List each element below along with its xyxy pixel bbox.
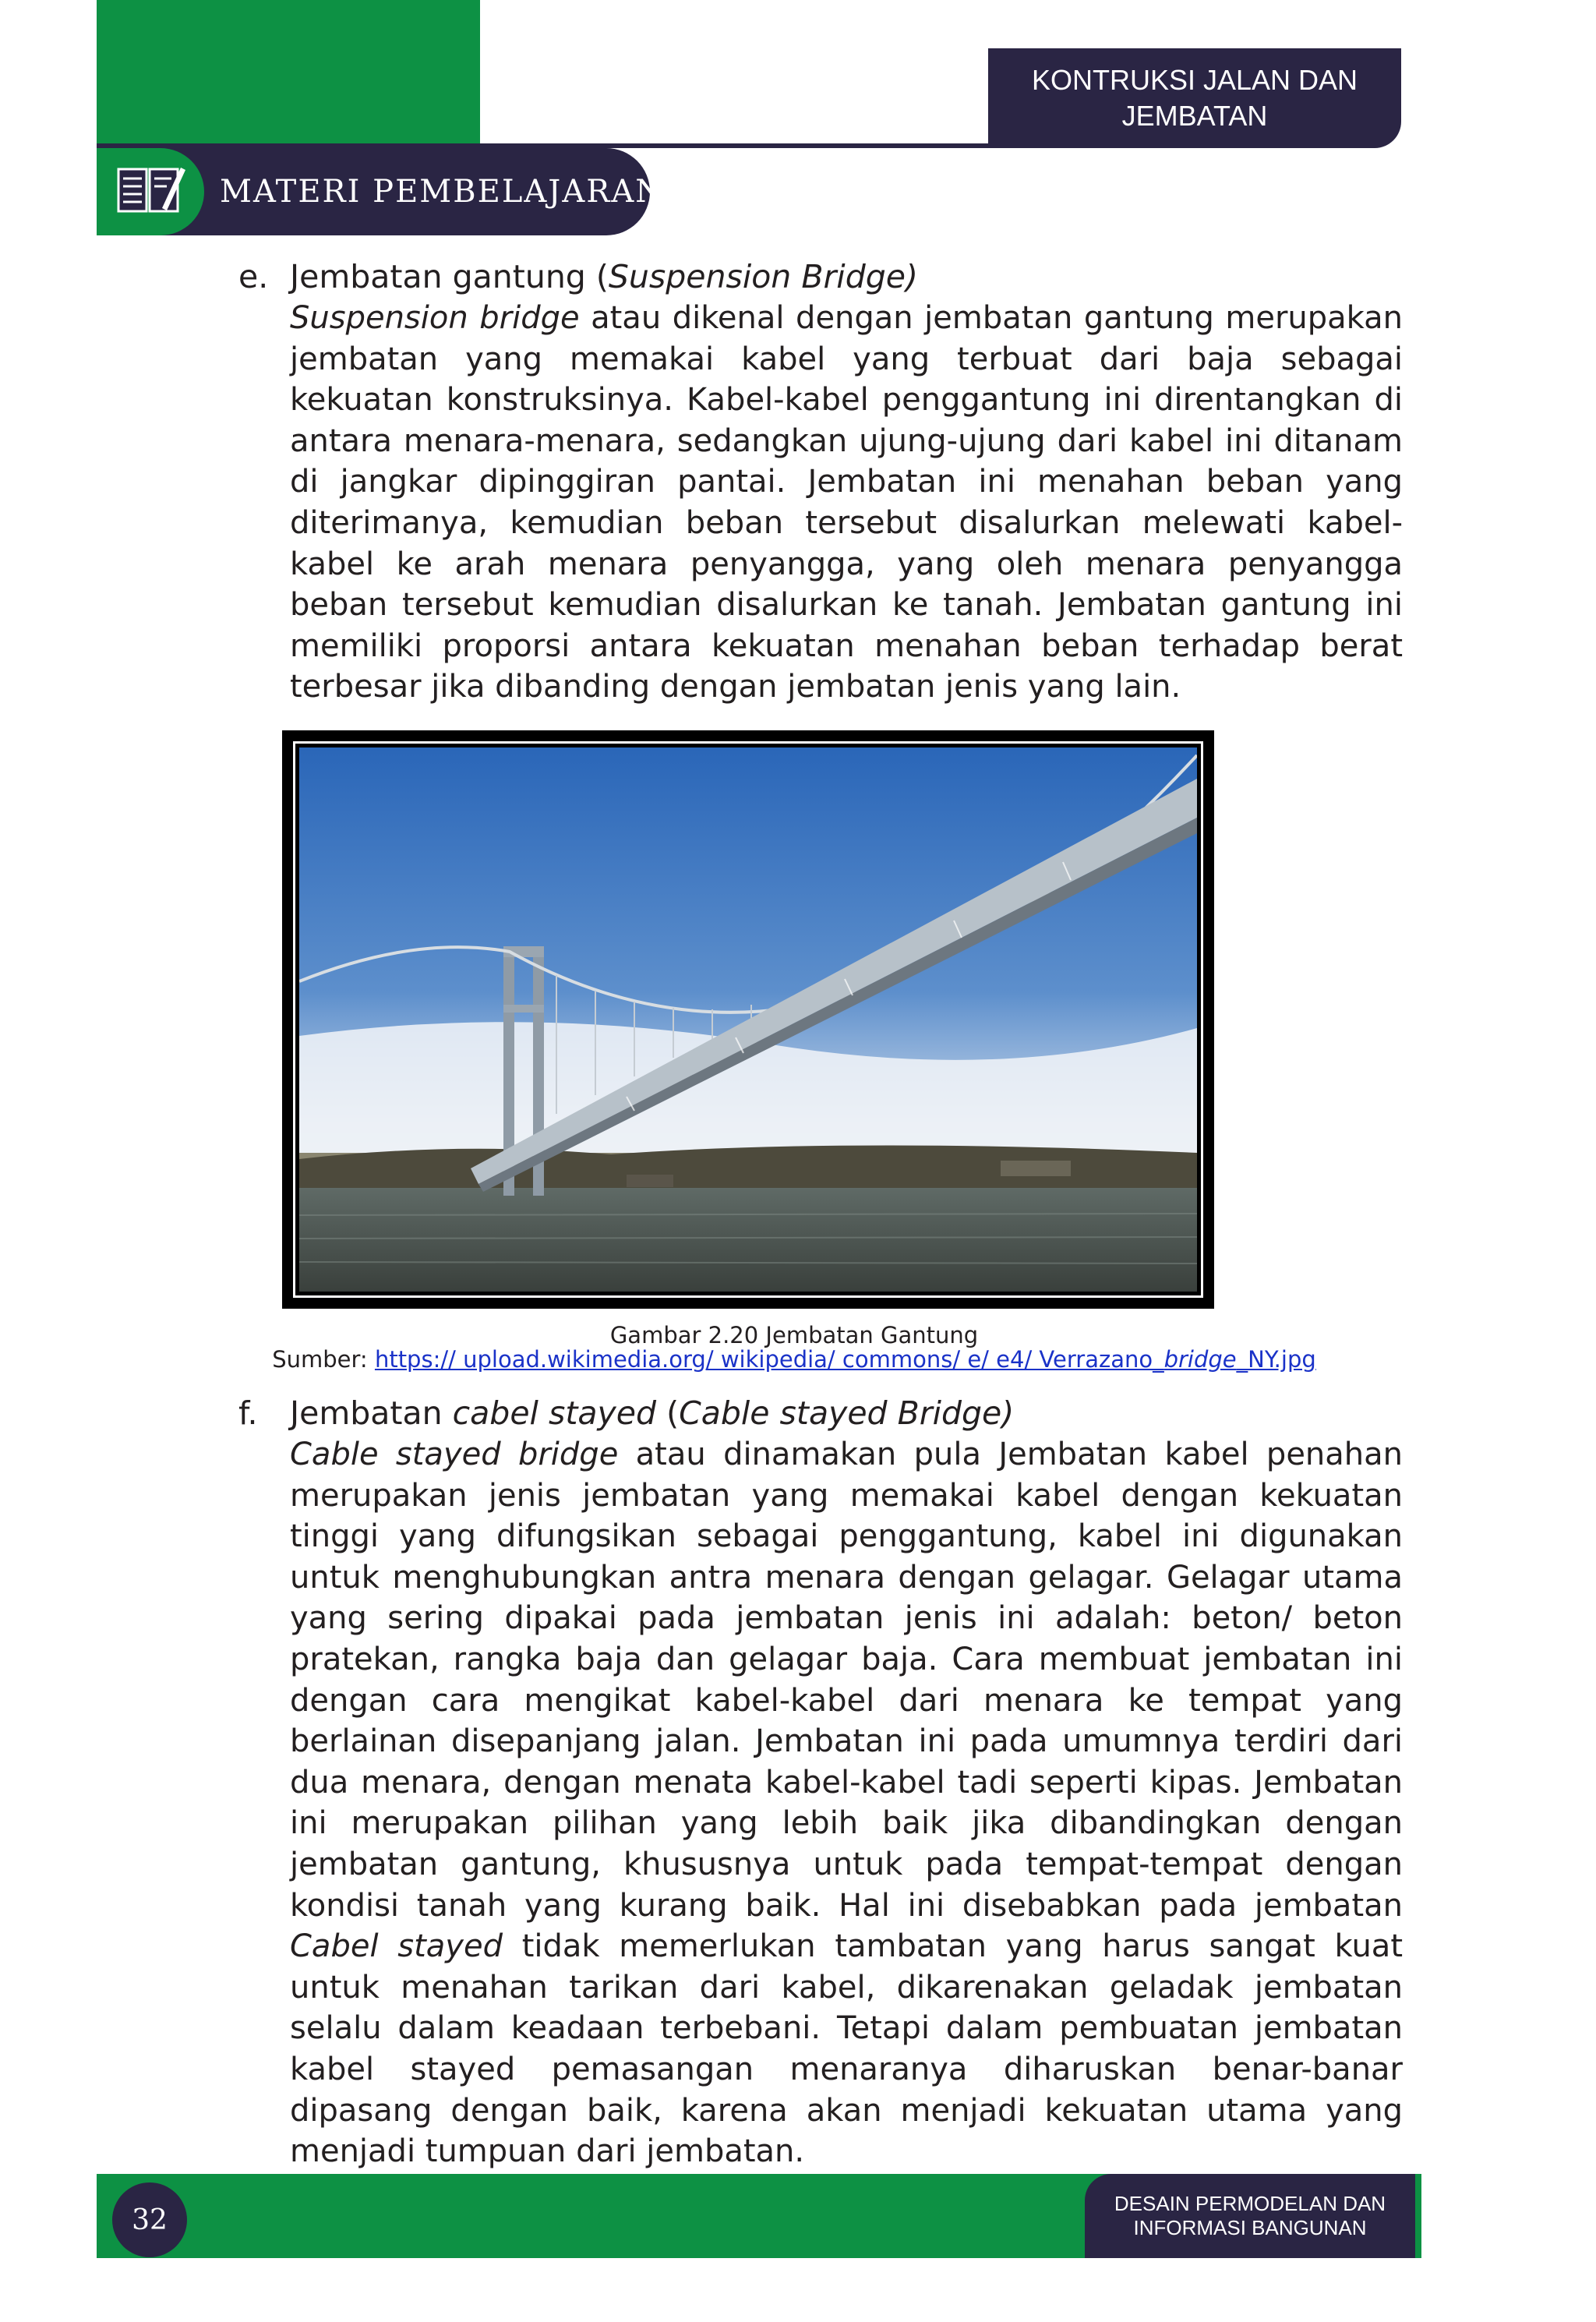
item-e-heading [238, 256, 918, 298]
item-f-paragraph: Cable stayed bridge atau dinamakan pula Jembatan kabel penahan merupakan jenis jembatan yang memakai kabel dengan kekuatan tinggi yang difungsikan sebagai penggantung, kabel ini digunakan untuk menghubungkan antra menara dengan gelagar. Gelagar utama yang sering dipakai pada jembatan jenis ini adalah: beton/ beton pratekan, rangka baja dan gelagar baja. Cara membuat jembatan ini dengan cara mengikat kabel-kabel dari menara ke tempat yang berlainan disepanjang jalan. Jembatan ini pada umumnya terdiri dari dua menara, dengan menata kabel-kabel tadi seperti kipas. Jembatan ini merupakan pilihan yang lebih baik jika dibandingkan dengan jembatan gantung, khususnya untuk pada tempat-tempat dengan kondisi tanah yang kurang baik. Hal ini disebabkan pada jembatan Cabel stayed tidak memerlukan tambatan yang harus sangat kuat untuk menahan tarikan dari kabel, dikarenakan geladak jembatan selalu dalam keadaan terbebani. Tetapi dalam pembuatan jembatan kabel stayed pemasangan menaranya diharuskan benar-banar dipasang dengan baik, karena akan menjadi kekuatan utama yang menjadi tumpuan dari jembatan. [290, 1437, 1403, 2170]
chapter-title-line1: KONTRUKSI JALAN DAN [1031, 64, 1358, 96]
footer-tab [1085, 2174, 1415, 2258]
section-title: MATERI PEMBELAJARAN [220, 174, 665, 210]
book-pencil-icon [115, 163, 185, 221]
item-e-paragraph [290, 298, 1403, 708]
footer-line1: DESAIN PERMODELAN DAN [1114, 2192, 1386, 2215]
figure-source-link[interactable]: https:// upload.wikimedia.org/ wikipedia/ commons/ e/ e4/ Verrazano_bridge_NY.jpg [374, 1346, 1316, 1373]
section-icon-holder [97, 148, 204, 235]
bridge-photo-frame [282, 730, 1214, 1309]
item-f-lead: Cable stayed bridge [290, 1437, 619, 1472]
item-f-number: f. [238, 1394, 258, 1432]
chapter-tab [988, 48, 1401, 148]
item-e-heading-italic: Suspension Bridge) [608, 258, 918, 295]
figure-caption: Gambar 2.20 Jembatan Gantung [609, 1322, 979, 1348]
item-e-lead: Suspension bridge [290, 300, 580, 336]
footer-line2: INFORMASI BANGUNAN [1133, 2216, 1367, 2239]
header-green-block [97, 0, 480, 148]
chapter-title-line2: JEMBATAN [1121, 100, 1268, 132]
page-number: 32 [112, 2182, 187, 2257]
item-e-number: e. [238, 258, 269, 295]
item-e-heading-text: Jembatan gantung ( [290, 258, 609, 295]
item-e-body: atau dikenal dengan jembatan gantung merupakan jembatan yang memakai kabel yang terbuat dari baja sebagai kekuatan konstruksinya. Kabel-kabel penggantung ini direntangkan di antara menara-menara, sedangkan ujung-ujung dari kabel ini ditanam di jangkar dipinggiran pantai. Jembatan ini menahan beban yang diterimanya, kemudian beban tersebut disalurkan melewati kabel-kabel ke arah menara penyangga, yang oleh menara penyangga beban tersebut kemudian disalurkan ke tanah. Jembatan gantung ini memiliki proporsi antara kekuatan menahan beban terhadap berat terbesar jika dibanding dengan jembatan jenis yang lain. [290, 300, 1403, 705]
figure-source-label: Sumber: [272, 1346, 375, 1373]
suspension-bridge-photo [299, 747, 1197, 1292]
figure-source [238, 1344, 1350, 1375]
item-f-heading: f. Jembatan cabel stayed (Cable stayed Bridge) [238, 1392, 1014, 1434]
